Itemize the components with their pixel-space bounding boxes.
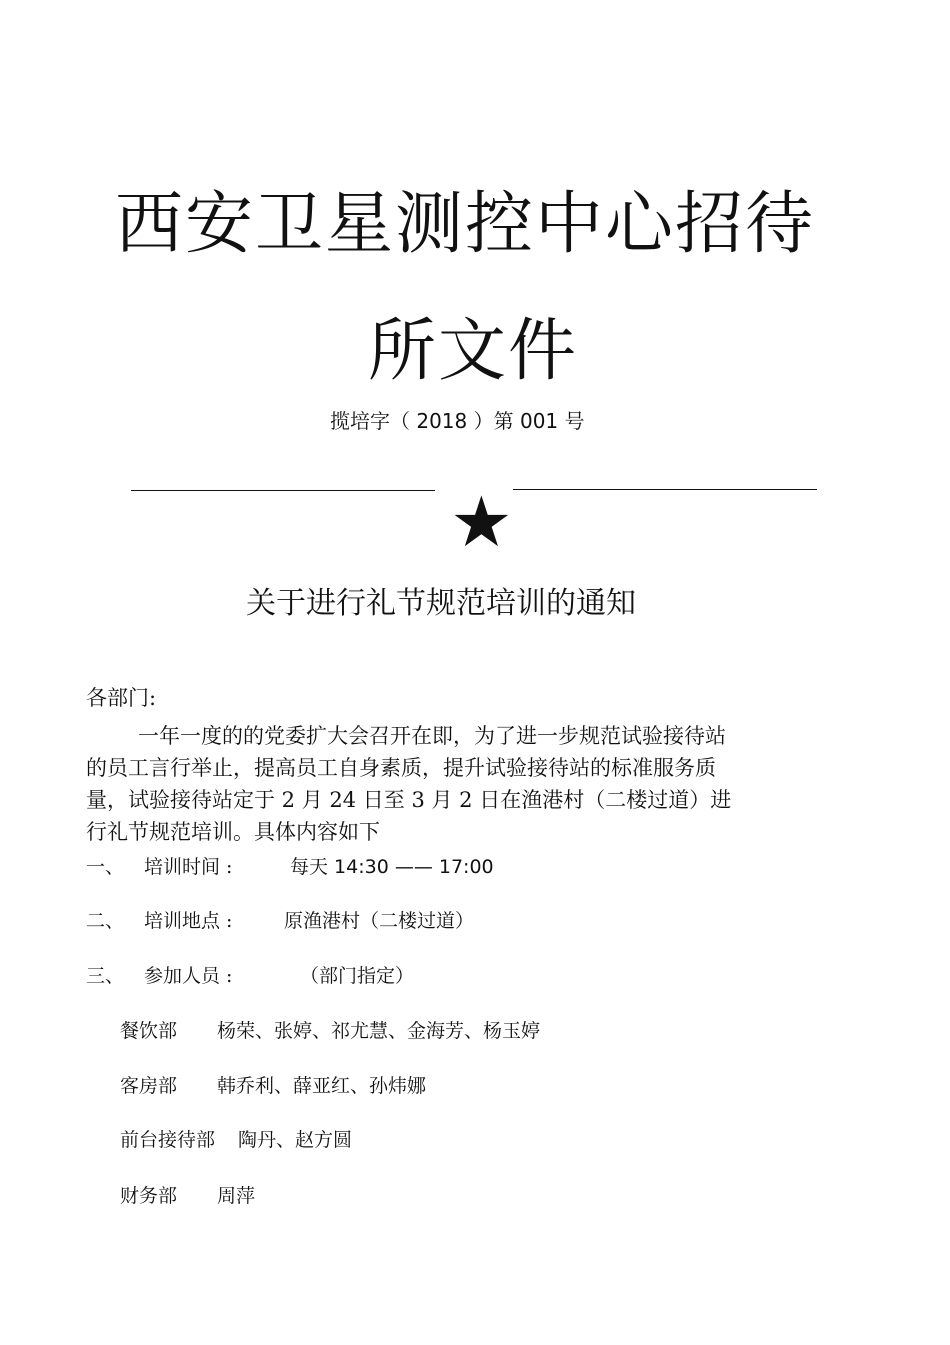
list-item-training-location: [86, 906, 686, 936]
item-number: 一、: [86, 856, 125, 878]
divider-right: [513, 489, 817, 490]
star-icon: ★: [450, 481, 513, 563]
paragraph-line: 的员工言行举止，提高员工自身素质，提升试验接待站的标准服务质: [86, 756, 716, 780]
item-value: 原渔港村（二楼过道）: [284, 910, 475, 932]
notice-title: 关于进行礼节规范培训的通知: [246, 586, 636, 621]
paragraph-line: 一年一度的的党委扩大会召开在即，为了进一步规范试验接待站: [138, 724, 726, 748]
department-row: [120, 1181, 820, 1211]
document-number: 揽培字（ 2018 ）第 001 号: [330, 409, 585, 433]
divider-left: [131, 490, 435, 491]
item-number: 三、: [86, 965, 125, 987]
item-number: 二、: [86, 910, 125, 932]
paragraph-line: 量，试验接待站定于 2 月 24 日至 3 月 2 日在渔港村（二楼过道）进: [86, 788, 732, 812]
department-members: 周萍: [217, 1185, 256, 1207]
department-members: 韩乔利、薛亚红、孙炜娜: [217, 1075, 427, 1097]
item-label: 培训地点 :: [144, 910, 233, 932]
salutation: 各部门:: [86, 686, 157, 710]
item-label: 培训时间 :: [144, 856, 233, 878]
item-value: 每天 14:30 —— 17:00: [290, 856, 494, 878]
document-title-line-1: 西安卫星测控中心招待: [115, 185, 816, 264]
department-name: 餐饮部: [120, 1020, 178, 1042]
department-row: [120, 1071, 820, 1101]
list-item-training-time: [86, 852, 686, 882]
department-name: 前台接待部: [120, 1129, 216, 1151]
list-item-participants: [86, 961, 686, 991]
department-members: 杨荣、张婷、祁尤慧、金海芳、杨玉婷: [217, 1020, 541, 1042]
department-row: [120, 1125, 820, 1155]
department-name: 财务部: [120, 1185, 178, 1207]
item-value: （部门指定）: [300, 965, 415, 987]
document-title-line-2: 所文件: [368, 312, 579, 391]
item-label: 参加人员 :: [144, 965, 233, 987]
department-name: 客房部: [120, 1075, 178, 1097]
department-row: [120, 1016, 820, 1046]
paragraph-line: 行礼节规范培训。具体内容如下: [86, 820, 380, 844]
department-members: 陶丹、赵方圆: [238, 1129, 353, 1151]
